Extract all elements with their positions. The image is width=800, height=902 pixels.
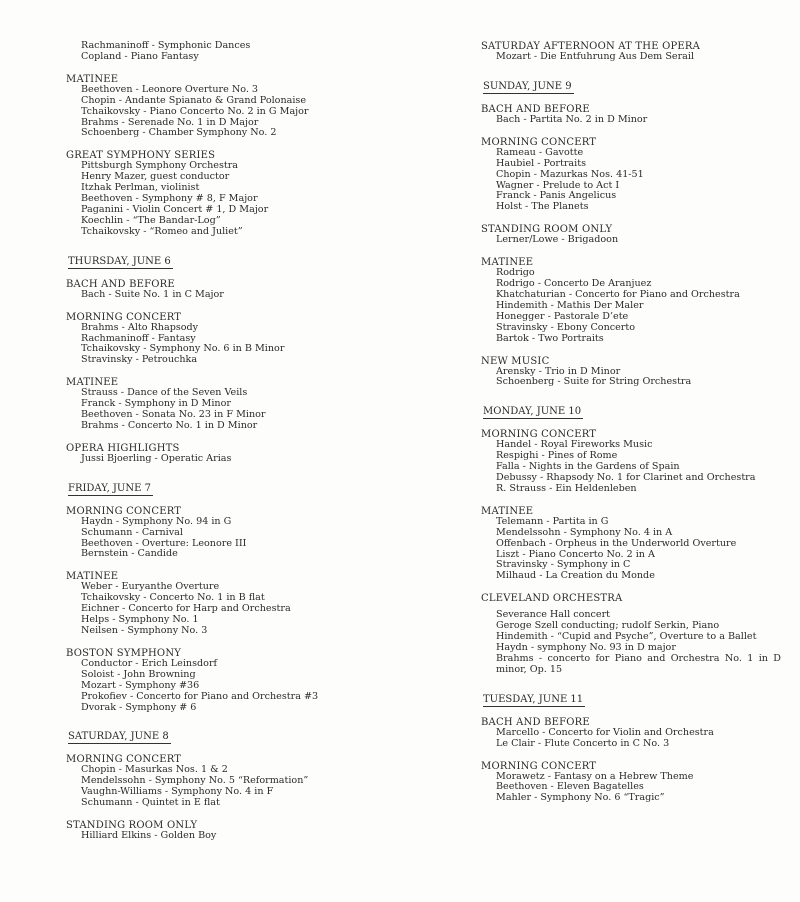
program-item: Eichner - Concerto for Harp and Orchestra bbox=[81, 603, 291, 615]
program-item: Conductor - Erich Leinsdorf bbox=[81, 657, 218, 669]
program-section bbox=[481, 104, 781, 126]
program-section bbox=[66, 820, 356, 842]
program-item: Jussi Bjoerling - Operatic Arias bbox=[81, 452, 232, 464]
section-title: BACH AND BEFORE bbox=[481, 716, 590, 728]
day-heading: SATURDAY, JUNE 8 bbox=[68, 731, 169, 743]
section-items bbox=[66, 388, 356, 432]
program-item: Hilliard Elkins - Golden Boy bbox=[81, 830, 217, 842]
program-item: Haydn - symphony No. 93 in D major bbox=[496, 642, 676, 653]
left-column bbox=[66, 41, 356, 853]
program-item: Beethoven - Sonata No. 23 in F Minor bbox=[81, 409, 266, 421]
program-item: Tchaikovsky - Concerto No. 1 in B flat bbox=[81, 592, 265, 604]
section-title: OPERA HIGHLIGHTS bbox=[66, 442, 180, 454]
section-title: MORNING CONCERT bbox=[481, 429, 597, 441]
section-items bbox=[481, 115, 781, 126]
program-item: Rodrigo - Concerto De Aranjuez bbox=[496, 278, 652, 290]
program-item: Rodrigo bbox=[496, 267, 535, 279]
program-item: Wagner - Prelude to Act I bbox=[496, 179, 620, 191]
program-item: Lerner/Lowe - Brigadoon bbox=[496, 234, 619, 246]
program-item: Bartok - Two Portraits bbox=[496, 332, 604, 344]
program-item: Offenbach - Orpheus in the Underworld Overture bbox=[496, 537, 737, 549]
program-item: Tchaikovsky - Piano Concerto No. 2 in G Major bbox=[81, 105, 309, 117]
section-items bbox=[481, 268, 781, 344]
program-section bbox=[66, 377, 356, 432]
program-item: Mendelssohn - Symphony No. 5 “Reformation” bbox=[81, 775, 309, 787]
program-item: Hindemith - Mathis Der Maler bbox=[496, 299, 644, 311]
program-section bbox=[481, 717, 781, 750]
program-item: Beethoven - Overture: Leonore III bbox=[81, 537, 247, 549]
day-heading-row bbox=[481, 74, 781, 104]
program-item: Schoenberg - Chamber Symphony No. 2 bbox=[81, 127, 277, 139]
program-item: Bach - Partita No. 2 in D Minor bbox=[496, 113, 648, 125]
program-item: Holst - The Planets bbox=[496, 201, 589, 213]
program-item: Hindemith - “Cupid and Psyche”, Overture to a Ballet bbox=[496, 631, 757, 643]
day-heading-row bbox=[66, 724, 356, 754]
section-items bbox=[66, 659, 356, 714]
program-item: Bernstein - Candide bbox=[81, 548, 178, 560]
program-item: Tchaikovsky - Symphony No. 6 in B Minor bbox=[81, 343, 285, 355]
program-section bbox=[66, 506, 356, 561]
section-title: BACH AND BEFORE bbox=[66, 278, 175, 290]
program-item: Brahms - Concerto No. 1 in D Minor bbox=[81, 419, 258, 431]
section-title: MATINEE bbox=[66, 73, 119, 85]
section-items bbox=[481, 517, 781, 582]
program-section bbox=[481, 356, 781, 389]
program-item: Copland - Piano Fantasy bbox=[81, 50, 199, 62]
program-item: Prokofiev - Concerto for Piano and Orchestra #3 bbox=[81, 690, 319, 702]
section-title: MATINEE bbox=[66, 377, 119, 389]
section-title: BACH AND BEFORE bbox=[481, 103, 590, 115]
section-items bbox=[66, 85, 356, 140]
section-title: MORNING CONCERT bbox=[66, 754, 182, 766]
section-title: CLEVELAND ORCHESTRA bbox=[481, 593, 623, 605]
program-item: Stravinsky - Petrouchka bbox=[81, 354, 198, 366]
program-section bbox=[66, 74, 356, 140]
section-title: NEW MUSIC bbox=[481, 355, 550, 367]
program-item: Chopin - Andante Spianato & Grand Polonaise bbox=[81, 94, 307, 106]
program-item: Rameau - Gavotte bbox=[496, 146, 584, 158]
day-heading: MONDAY, JUNE 10 bbox=[483, 406, 582, 418]
program-item: Respighi - Pines of Rome bbox=[496, 450, 618, 462]
program-item: Tchaikovsky - “Romeo and Juliet” bbox=[81, 225, 243, 237]
program-section bbox=[66, 279, 356, 301]
day-heading-row bbox=[66, 249, 356, 279]
section-title: MORNING CONCERT bbox=[481, 136, 597, 148]
program-item: Brahms - Serenade No. 1 in D Major bbox=[81, 116, 259, 128]
section-items bbox=[481, 440, 781, 495]
section-title: GREAT SYMPHONY SERIES bbox=[66, 150, 216, 162]
section-items bbox=[481, 367, 781, 389]
program-section bbox=[66, 41, 356, 63]
section-items bbox=[66, 41, 356, 63]
program-item: Chopin - Masurkas Nos. 1 & 2 bbox=[81, 764, 228, 776]
program-section bbox=[66, 571, 356, 637]
section-title: MATINEE bbox=[481, 257, 534, 269]
program-item: Mendelssohn - Symphony No. 4 in A bbox=[496, 526, 673, 538]
program-section bbox=[481, 506, 781, 582]
section-items bbox=[66, 517, 356, 561]
program-section bbox=[66, 312, 356, 367]
day-heading: FRIDAY, JUNE 7 bbox=[68, 482, 151, 494]
section-title: MORNING CONCERT bbox=[66, 311, 182, 323]
section-items bbox=[481, 235, 781, 246]
section-items bbox=[66, 454, 356, 465]
section-items bbox=[66, 765, 356, 809]
program-item: Paganini - Violin Concert # 1, D Major bbox=[81, 203, 269, 215]
program-item: Telemann - Partita in G bbox=[496, 515, 609, 527]
section-items bbox=[481, 604, 781, 675]
program-item: Stravinsky - Symphony in C bbox=[496, 559, 631, 571]
day-heading-row bbox=[66, 476, 356, 506]
program-item: Morawetz - Fantasy on a Hebrew Theme bbox=[496, 770, 694, 782]
program-item: Mozart - Symphony #36 bbox=[81, 679, 200, 691]
program-item: Khatchaturian - Concerto for Piano and Orchestra bbox=[496, 288, 740, 300]
program-item: Franck - Panis Angelicus bbox=[496, 190, 617, 202]
program-item: Dvorak - Symphony # 6 bbox=[81, 701, 197, 713]
section-items bbox=[66, 831, 356, 842]
program-item: R. Strauss - Ein Heldenleben bbox=[496, 482, 637, 494]
program-item: Koechlin - “The Bandar-Log” bbox=[81, 214, 221, 226]
program-item: Milhaud - La Creation du Monde bbox=[496, 570, 655, 582]
program-section bbox=[481, 593, 781, 675]
program-item: Arensky - Trio in D Minor bbox=[496, 365, 621, 377]
program-item: Geroge Szell conducting; rudolf Serkin, Piano bbox=[496, 620, 720, 632]
program-item: Rachmaninoff - Symphonic Dances bbox=[81, 40, 251, 51]
program-item: Helps - Symphony No. 1 bbox=[81, 614, 199, 626]
program-item: Severance Hall concert bbox=[496, 609, 611, 621]
program-section bbox=[481, 224, 781, 246]
program-item: Beethoven - Leonore Overture No. 3 bbox=[81, 83, 259, 95]
program-item: Beethoven - Symphony # 8, F Major bbox=[81, 193, 258, 205]
program-item: Brahms - concerto for Piano and Orchestra No. 1 in D minor, Op. 15 bbox=[496, 652, 781, 675]
program-item: Haubiel - Portraits bbox=[496, 157, 586, 169]
program-item: Beethoven - Eleven Bagatelles bbox=[496, 781, 644, 793]
section-title: BOSTON SYMPHONY bbox=[66, 647, 182, 659]
program-item: Debussy - Rhapsody No. 1 for Clarinet and Orchestra bbox=[496, 472, 756, 484]
program-section bbox=[481, 41, 781, 63]
section-title: SATURDAY AFTERNOON AT THE OPERA bbox=[481, 41, 701, 52]
program-item: Honegger - Pastorale D’ete bbox=[496, 310, 629, 322]
section-title: STANDING ROOM ONLY bbox=[66, 820, 198, 832]
program-item: Strauss - Dance of the Seven Veils bbox=[81, 387, 248, 399]
day-heading-row bbox=[481, 687, 781, 717]
program-item: Falla - Nights in the Gardens of Spain bbox=[496, 461, 680, 473]
section-items bbox=[481, 728, 781, 750]
program-item: Bach - Suite No. 1 in C Major bbox=[81, 288, 224, 300]
program-item: Schoenberg - Suite for String Orchestra bbox=[496, 376, 692, 388]
program-item: Soloist - John Browning bbox=[81, 668, 196, 680]
day-heading: THURSDAY, JUNE 6 bbox=[68, 255, 171, 267]
day-heading: SUNDAY, JUNE 9 bbox=[483, 80, 572, 92]
program-section bbox=[481, 137, 781, 213]
section-items bbox=[66, 161, 356, 237]
program-item: Rachmaninoff - Fantasy bbox=[81, 332, 196, 344]
day-heading: TUESDAY, JUNE 11 bbox=[483, 693, 584, 705]
program-section bbox=[66, 754, 356, 809]
program-section bbox=[66, 150, 356, 237]
program-item: Marcello - Concerto for Violin and Orchestra bbox=[496, 726, 714, 738]
right-column bbox=[481, 41, 781, 815]
program-item: Neilsen - Symphony No. 3 bbox=[81, 625, 208, 636]
program-section bbox=[481, 257, 781, 344]
program-section bbox=[66, 648, 356, 714]
program-item: Weber - Euryanthe Overture bbox=[81, 581, 220, 593]
program-item: Pittsburgh Symphony Orchestra bbox=[81, 160, 239, 172]
program-item: Liszt - Piano Concerto No. 2 in A bbox=[496, 548, 655, 560]
day-heading-row bbox=[481, 399, 781, 429]
program-item: Le Clair - Flute Concerto in C No. 3 bbox=[496, 737, 670, 749]
section-items bbox=[66, 582, 356, 637]
section-items bbox=[481, 148, 781, 213]
section-items bbox=[66, 323, 356, 367]
program-item: Handel - Royal Fireworks Music bbox=[496, 439, 653, 451]
program-item: Schumann - Carnival bbox=[81, 526, 183, 538]
program-item: Franck - Symphony in D Minor bbox=[81, 398, 231, 410]
program-item: Vaughn-Williams - Symphony No. 4 in F bbox=[81, 786, 274, 798]
program-item: Haydn - Symphony No. 94 in G bbox=[81, 515, 232, 527]
program-item: Mahler - Symphony No. 6 “Tragic” bbox=[496, 792, 665, 804]
program-item: Chopin - Mazurkas Nos. 41-51 bbox=[496, 168, 644, 180]
section-title: MORNING CONCERT bbox=[481, 760, 597, 772]
program-item: Henry Mazer, guest conductor bbox=[81, 171, 230, 183]
section-title: STANDING ROOM ONLY bbox=[481, 224, 613, 236]
section-items bbox=[66, 290, 356, 301]
program-item: Itzhak Perlman, violinist bbox=[81, 182, 200, 194]
section-title: MORNING CONCERT bbox=[66, 505, 182, 517]
program-item: Brahms - Alto Rhapsody bbox=[81, 321, 199, 333]
program-item: Schumann - Quintet in E flat bbox=[81, 797, 220, 809]
program-section bbox=[481, 761, 781, 805]
program-section bbox=[66, 443, 356, 465]
program-item: Mozart - Die Entfuhrung Aus Dem Serail bbox=[496, 51, 695, 62]
section-items bbox=[481, 772, 781, 805]
section-items bbox=[481, 52, 781, 63]
program-section bbox=[481, 429, 781, 495]
section-title: MATINEE bbox=[481, 505, 534, 517]
section-title: MATINEE bbox=[66, 571, 119, 583]
program-item: Stravinsky - Ebony Concerto bbox=[496, 321, 636, 333]
